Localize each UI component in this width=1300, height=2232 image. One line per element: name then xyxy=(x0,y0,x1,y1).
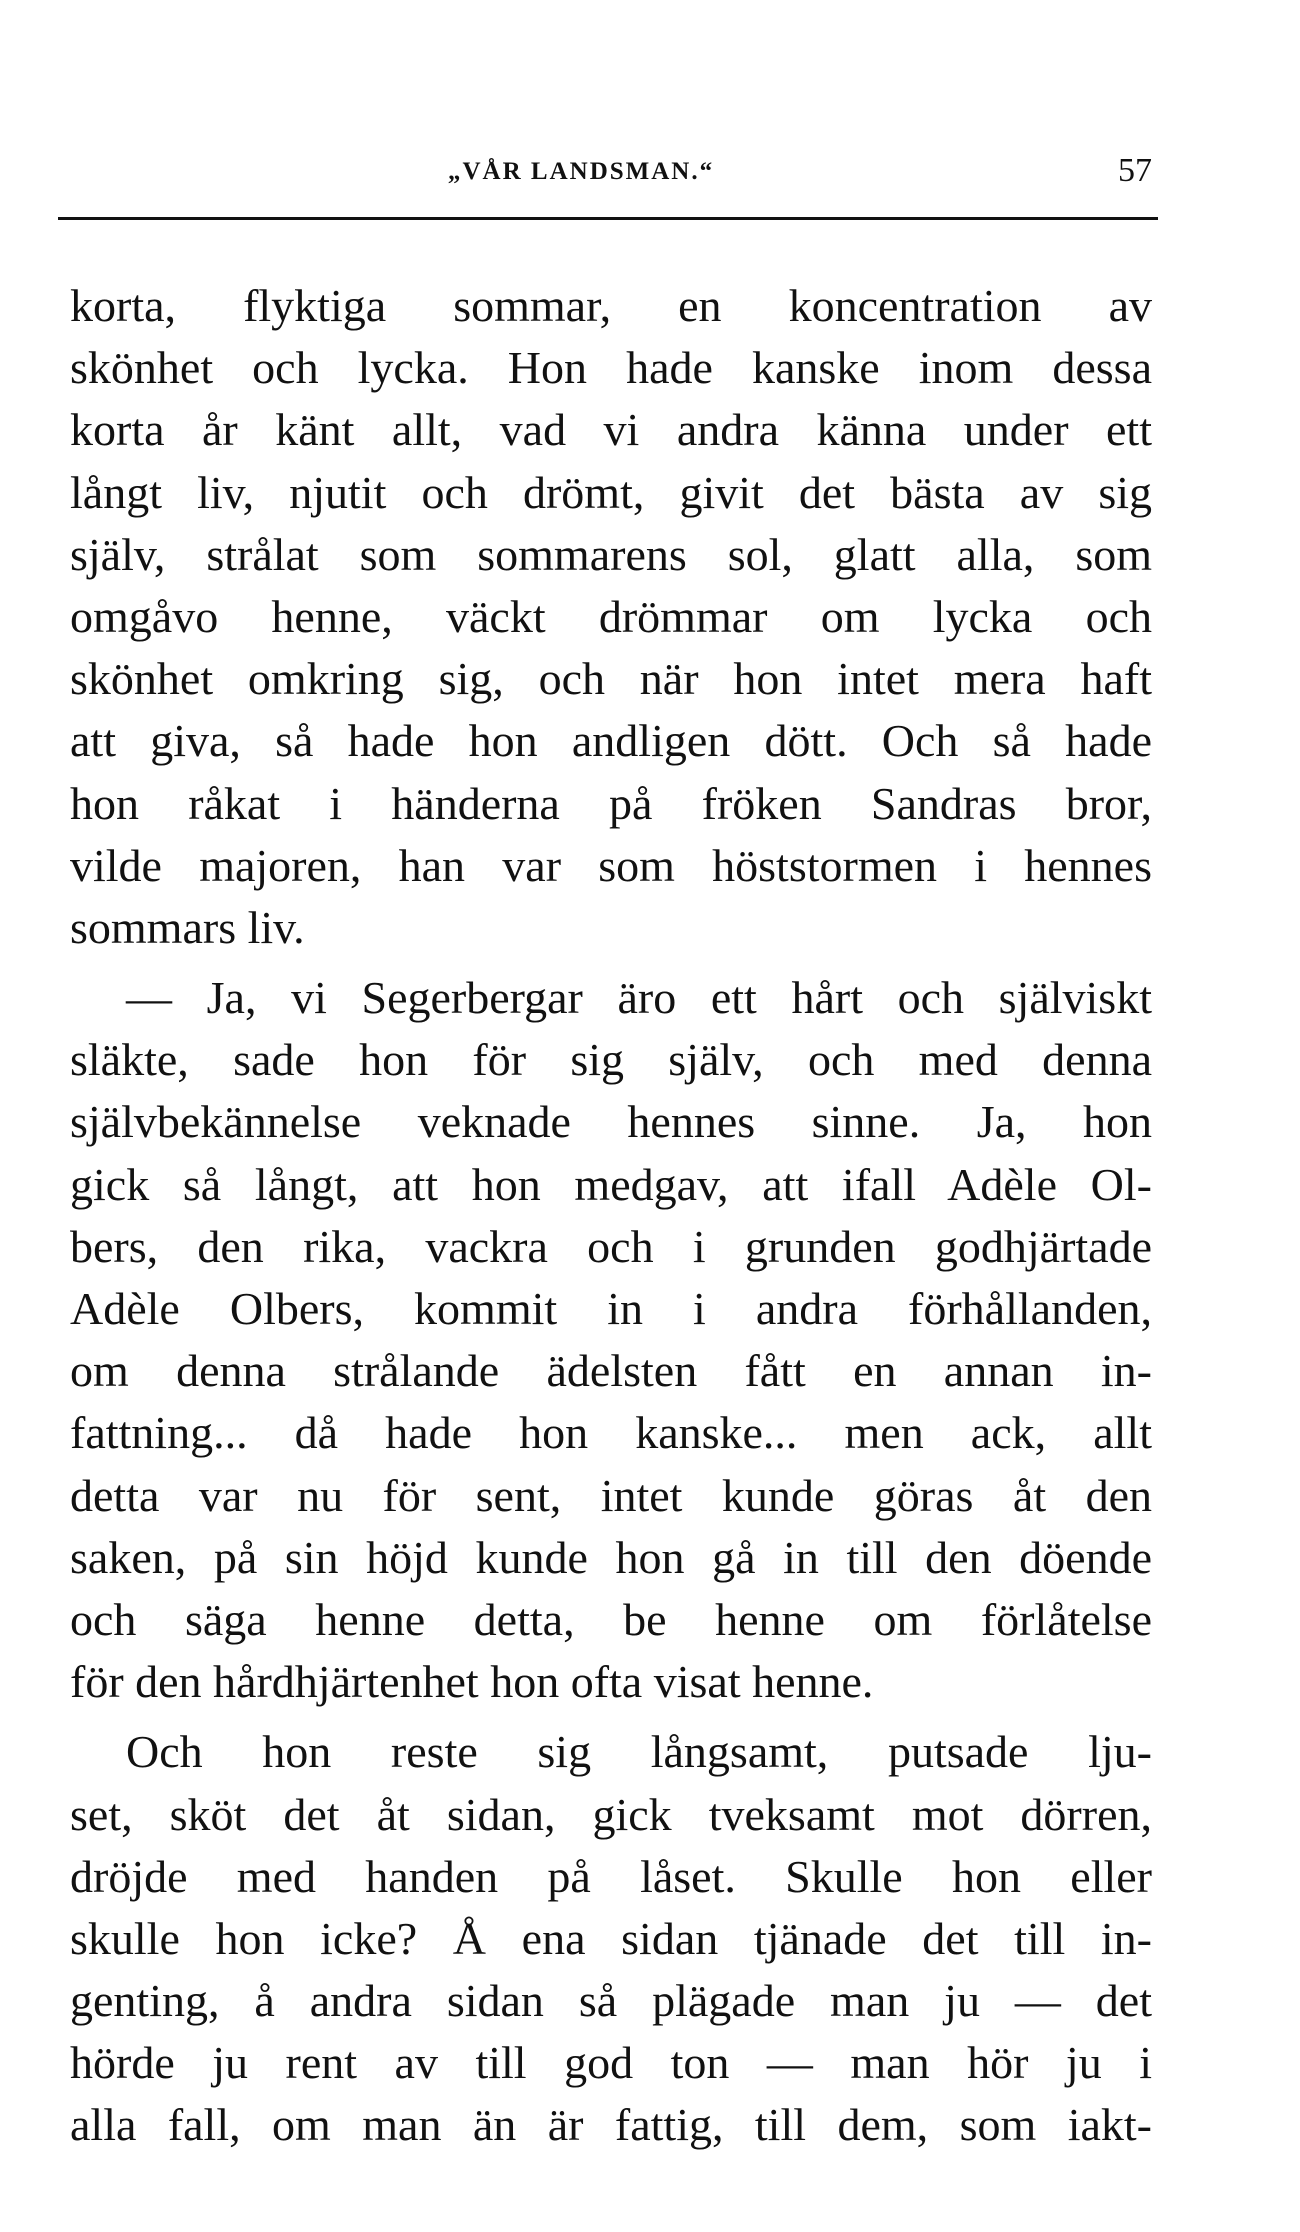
text-line: Adèle Olbers, kommit in i andra förhållanden, xyxy=(70,1283,1152,1334)
text-line: hörde ju rent av till god ton — man hör ju i xyxy=(70,2037,1152,2089)
text-line: släkte, sade hon för sig själv, och med denna xyxy=(70,1034,1152,1086)
text-line: set, sköt det åt sidan, gick tveksamt mot dörren, xyxy=(70,1788,1152,1840)
text-line: för den hårdhjärtenhet hon ofta visat henne. xyxy=(70,1656,874,1708)
text-line: själv, strålat som sommarens sol, glatt alla, som xyxy=(70,528,1152,580)
paragraph-1 xyxy=(70,275,1152,959)
paragraph-3 xyxy=(70,1721,1152,2156)
text-line: vilde majoren, han var som höststormen i hennes xyxy=(70,839,1152,891)
running-title: „VÅR LANDSMAN.“ xyxy=(448,158,715,185)
text-line: gick så långt, att hon medgav, att ifall Adèle Ol- xyxy=(70,1158,1152,1210)
text-line: och säga henne detta, be henne om förlåtelse xyxy=(70,1593,1152,1645)
text-line: — Ja, vi Segerbergar äro ett hårt och själviskt xyxy=(126,972,1152,1024)
page-number: 57 xyxy=(1118,152,1152,189)
text-line: detta var nu för sent, intet kunde göras åt den xyxy=(70,1469,1152,1521)
text-line: genting, å andra sidan så plägade man ju — det xyxy=(70,1975,1152,2027)
running-header xyxy=(70,152,1152,198)
text-line: att giva, så hade hon andligen dött. Och så hade xyxy=(70,715,1152,767)
text-line: skulle hon icke? Å ena sidan tjänade det till in- xyxy=(70,1912,1152,1964)
body-text xyxy=(70,275,1152,2157)
text-line: dröjde med handen på låset. Skulle hon eller xyxy=(70,1850,1152,1902)
text-line: sommars liv. xyxy=(70,901,305,953)
text-line: omgåvo henne, väckt drömmar om lycka och xyxy=(70,590,1152,642)
text-line: fattning... då hade hon kanske... men ack, allt xyxy=(70,1407,1152,1459)
text-line: skönhet och lycka. Hon hade kanske inom dessa xyxy=(70,342,1152,394)
text-line: bers, den rika, vackra och i grunden godhjärtade xyxy=(70,1220,1152,1272)
text-line: korta, flyktiga sommar, en koncentration av xyxy=(70,280,1152,331)
header-rule xyxy=(58,217,1158,220)
text-line: skönhet omkring sig, och när hon intet mera haft xyxy=(70,653,1152,705)
text-line: hon råkat i händerna på fröken Sandras bror, xyxy=(70,777,1152,829)
text-line: saken, på sin höjd kunde hon gå in till den döende xyxy=(70,1531,1152,1583)
text-line: om denna strålande ädelsten fått en annan in- xyxy=(70,1345,1152,1397)
text-line: Och hon reste sig långsamt, putsade lju- xyxy=(126,1726,1152,1778)
text-line: långt liv, njutit och drömt, givit det bästa av sig xyxy=(70,466,1152,518)
text-line: korta år känt allt, vad vi andra känna under ett xyxy=(70,404,1152,456)
text-line: självbekännelse veknade hennes sinne. Ja, hon xyxy=(70,1096,1152,1148)
text-line: alla fall, om man än är fattig, till dem, som iakt- xyxy=(70,2099,1152,2151)
paragraph-2 xyxy=(70,967,1152,1713)
